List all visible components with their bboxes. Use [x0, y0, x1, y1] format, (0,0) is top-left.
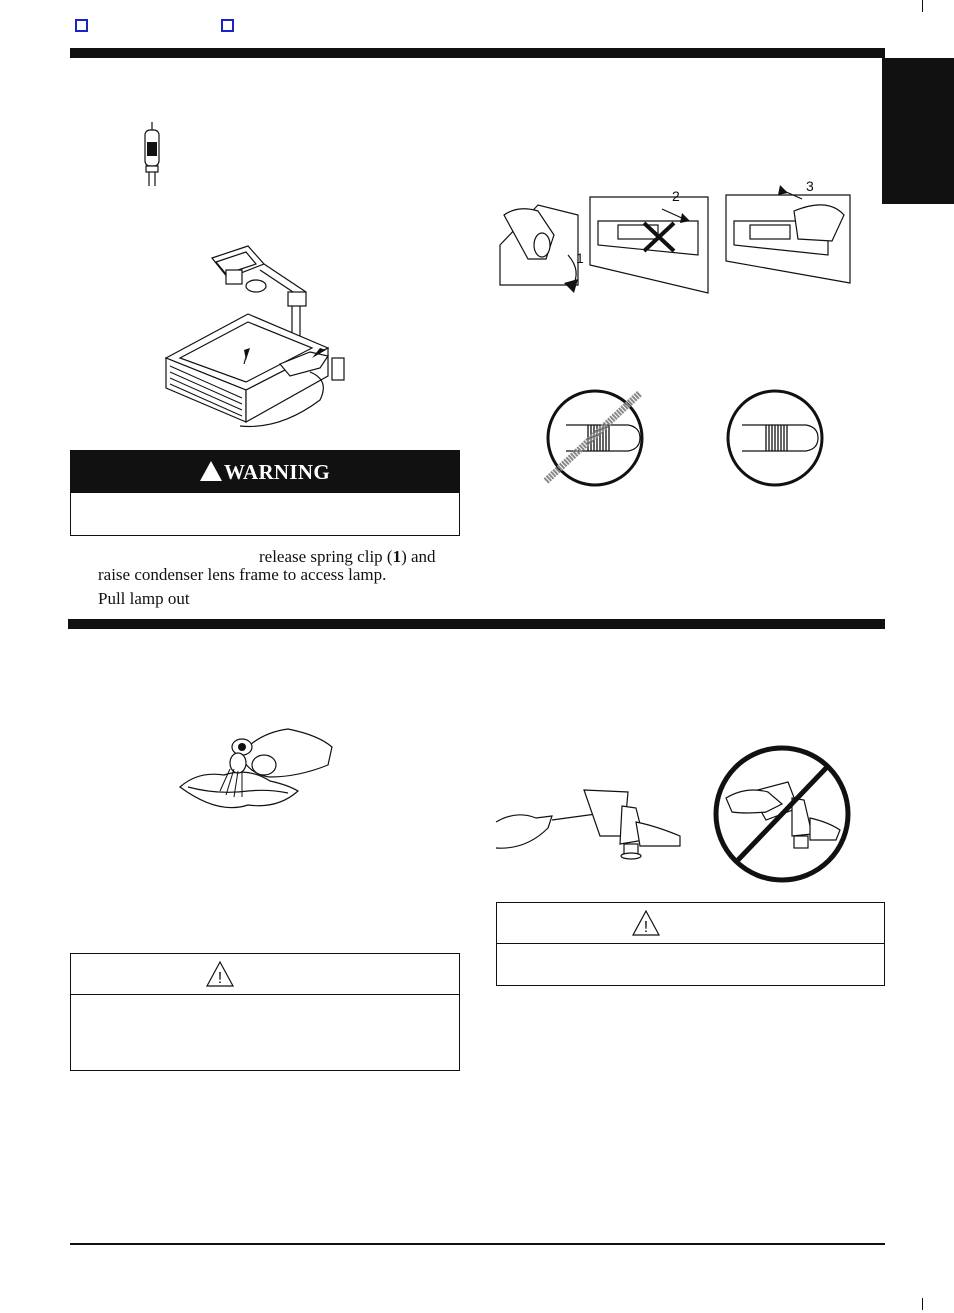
wipe-mirror-correct-illustration — [496, 770, 686, 860]
instruction-line-1 — [259, 547, 459, 566]
svg-text:!: ! — [217, 970, 223, 987]
step-3-label: 3 — [806, 178, 814, 194]
caution-triangle-icon — [205, 960, 235, 988]
crop-mark-top — [922, 0, 923, 12]
warning-triangle-icon — [200, 461, 222, 481]
crop-mark-bottom — [922, 1298, 923, 1310]
overhead-projector-illustration — [160, 240, 360, 430]
caution-box-left-heading — [71, 954, 459, 995]
lamp-in-cloth-illustration — [178, 725, 338, 815]
instruction-line-1-bold: 1 — [392, 547, 402, 566]
next-page-link-icon[interactable] — [221, 19, 234, 32]
instruction-line-1-pre: release spring clip ( — [259, 547, 393, 566]
warning-box — [70, 450, 460, 536]
svg-text:!: ! — [643, 919, 649, 936]
lamp-removal-steps-illustration — [498, 175, 858, 305]
instruction-line-2: raise condenser lens frame to access lamp. — [98, 565, 387, 584]
warning-heading: WARNING — [224, 459, 330, 484]
caution-box-right-heading — [497, 903, 884, 944]
no-touching-mirror-icon — [710, 742, 854, 886]
caution-box-left — [70, 953, 460, 1071]
instruction-line-1-post: ) and — [401, 547, 436, 566]
incorrect-lamp-orientation-icon — [540, 385, 650, 495]
caution-box-right — [496, 902, 885, 986]
instruction-line-3: Pull lamp out — [98, 589, 190, 608]
warning-heading-bar — [71, 451, 459, 493]
section-thumb-tab — [882, 58, 954, 204]
footer-rule — [70, 1243, 885, 1245]
step-2-label: 2 — [672, 188, 680, 204]
halogen-lamp-icon — [138, 120, 168, 190]
correct-lamp-orientation-icon — [720, 385, 830, 495]
section-rule-middle — [68, 619, 885, 629]
previous-page-link-icon[interactable] — [75, 19, 88, 32]
caution-triangle-icon — [631, 909, 661, 937]
step-1-label: 1 — [576, 250, 584, 266]
section-rule-top — [70, 48, 885, 58]
